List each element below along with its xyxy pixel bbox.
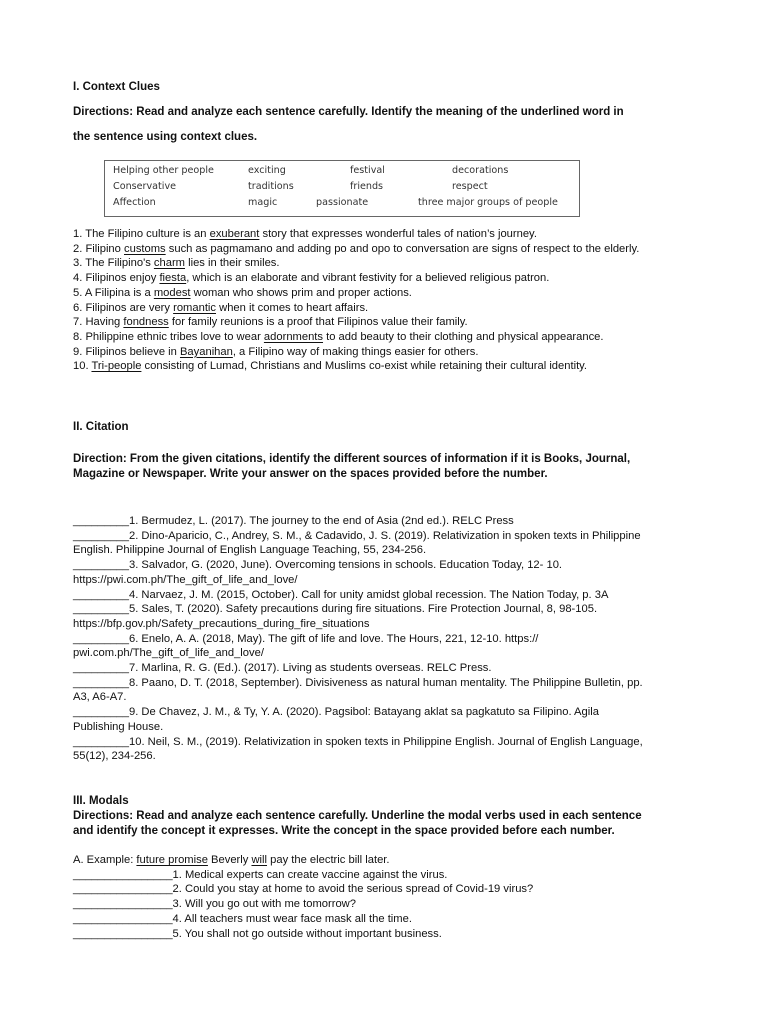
word-row — [105, 181, 579, 197]
list-item: 7. Having fondness for family reunions is a proof that Filipinos value their family. — [73, 316, 468, 329]
word-choice: passionate — [316, 197, 369, 208]
modal-item: ________________2. Could you stay at home to avoid the serious spread of Covid-19 virus? — [73, 883, 534, 896]
underlined-word: adornments — [263, 330, 324, 343]
underlined-modal: will — [251, 854, 268, 866]
word-choice: three major groups of people — [418, 197, 558, 208]
directions-line-2: the sentence using context clues. — [73, 131, 258, 143]
modals-list — [73, 853, 673, 941]
citation-directions: Direction: From the given citations, identify the different sources of information if it is Books, Journal, Magazine or Newspaper. Write your answer on the spaces provided before the number. — [73, 453, 631, 480]
word-choice: Conservative — [113, 181, 177, 192]
word-choice: exciting — [248, 165, 286, 176]
citation-item: _________7. Marlina, R. G. (Ed.). (2017). Living as students overseas. RELC Press. — [73, 662, 492, 675]
context-clues-list — [73, 227, 643, 374]
citation-item: _________6. Enelo, A. A. (2018, May). The gift of life and love. The Hours, 221, 12-10. https:// pwi.com.ph/The_gift_of_life_and_love/ — [73, 632, 539, 660]
underlined-word: fondness — [123, 316, 169, 329]
underlined-word: fiesta — [159, 272, 187, 285]
citation-item: _________10. Neil, S. M., (2019). Relativization in spoken texts in Philippine English. Journal of English Language, 55(12), 234-256. — [73, 735, 643, 763]
citation-item: _________4. Narvaez, J. M. (2015, October). Call for unity amidst global recession. The Nation Today, p. 3A — [73, 588, 609, 601]
modal-item: ________________3. Will you go out with me tomorrow? — [73, 898, 356, 911]
word-choice: decorations — [452, 165, 509, 176]
list-item: 4. Filipinos enjoy fiesta, which is an elaborate and vibrant festivity for a believed religious patron. — [73, 272, 550, 285]
underlined-word: romantic — [173, 301, 217, 314]
citation-item: _________2. Dino-Aparicio, C., Andrey, S. M., & Cadavido, J. S. (2019). Relativization in spoken texts in Philippine English. Philippine Journal of English Language Teaching, 55, 234-256. — [73, 529, 641, 557]
list-item: 8. Philippine ethnic tribes love to wear adornments to add beauty to their clothing and physical appearance. — [73, 330, 604, 343]
modal-item: ________________4. All teachers must wear face mask all the time. — [73, 912, 412, 925]
section-heading-context-clues: I. Context Clues — [73, 81, 160, 93]
citation-item: _________3. Salvador, G. (2020, June). Overcoming tensions in schools. Education Today, 12- 10. https://pwi.com.ph/The_gift_of_life_and_love/ — [73, 559, 563, 586]
underlined-word: Bayanihan — [179, 345, 233, 358]
citation-item: _________1. Bermudez, L. (2017). The journey to the end of Asia (2nd ed.). RELC Press — [73, 515, 514, 527]
modal-item: ________________1. Medical experts can create vaccine against the virus. — [73, 868, 448, 881]
citation-item: _________8. Paano, D. T. (2018, September). Divisiveness as natural human mentality. The Philippine Bulletin, pp. A3, A6-A7. — [73, 676, 643, 704]
word-row — [105, 197, 579, 213]
list-item: 10. Tri-people consisting of Lumad, Christians and Muslims co-exist while retaining their cultural identity. — [73, 360, 588, 373]
word-choice: friends — [350, 181, 384, 192]
list-item: 6. Filipinos are very romantic when it comes to heart affairs. — [73, 301, 369, 314]
underlined-word: charm — [153, 257, 185, 270]
list-item: 3. The Filipino's charm lies in their smiles. — [73, 257, 280, 270]
modal-item: ________________5. You shall not go outside without important business. — [73, 927, 442, 940]
word-choice: Helping other people — [113, 165, 214, 176]
modals-directions: Directions: Read and analyze each sentence carefully. Underline the modal verbs used in each sentence and identify the concept it expresses. Write the concept in the space provided before each number. — [73, 810, 642, 837]
underlined-word: modest — [153, 286, 191, 299]
underlined-concept: future promise — [136, 854, 208, 866]
citation-item: _________9. De Chavez, J. M., & Ty, Y. A. (2020). Pagsibol: Batayang aklat sa pagkatuto sa Filipino. Agila Publishing House. — [73, 706, 599, 733]
underlined-word: Tri-people — [91, 360, 142, 373]
word-choice: respect — [452, 181, 488, 192]
directions-line-1: Directions: Read and analyze each sentence carefully. Identify the meaning of the underlined word in — [73, 106, 624, 118]
list-item: 9. Filipinos believe in Bayanihan, a Filipino way of making things easier for others. — [73, 345, 479, 358]
word-choice: magic — [248, 197, 278, 208]
word-choices-box — [104, 160, 580, 217]
list-item: 1. The Filipino culture is an exuberant story that expresses wonderful tales of nation’s journey. — [73, 228, 537, 240]
underlined-word: exuberant — [209, 228, 260, 240]
word-choice: Affection — [113, 197, 156, 208]
word-row — [105, 165, 579, 181]
word-choice: festival — [350, 165, 385, 176]
list-item: 5. A Filipina is a modest woman who shows prim and proper actions. — [73, 286, 412, 299]
underlined-word: customs — [124, 242, 166, 255]
section-heading-citation: II. Citation — [73, 421, 129, 433]
section-heading-modals: III. Modals — [73, 795, 129, 807]
citation-item: _________5. Sales, T. (2020). Safety precautions during fire situations. Fire Protection Journal, 8, 98-105. https://bfp.gov.ph/Safety_precautions_during_fire_situations — [73, 603, 598, 630]
word-choice: traditions — [248, 181, 294, 192]
example-item: A. Example: future promise Beverly will pay the electric bill later. — [73, 854, 390, 866]
citation-list — [73, 514, 643, 764]
list-item: 2. Filipino customs such as pagmamano and adding po and opo to conversation are signs of respect to the elderly. — [73, 242, 640, 255]
